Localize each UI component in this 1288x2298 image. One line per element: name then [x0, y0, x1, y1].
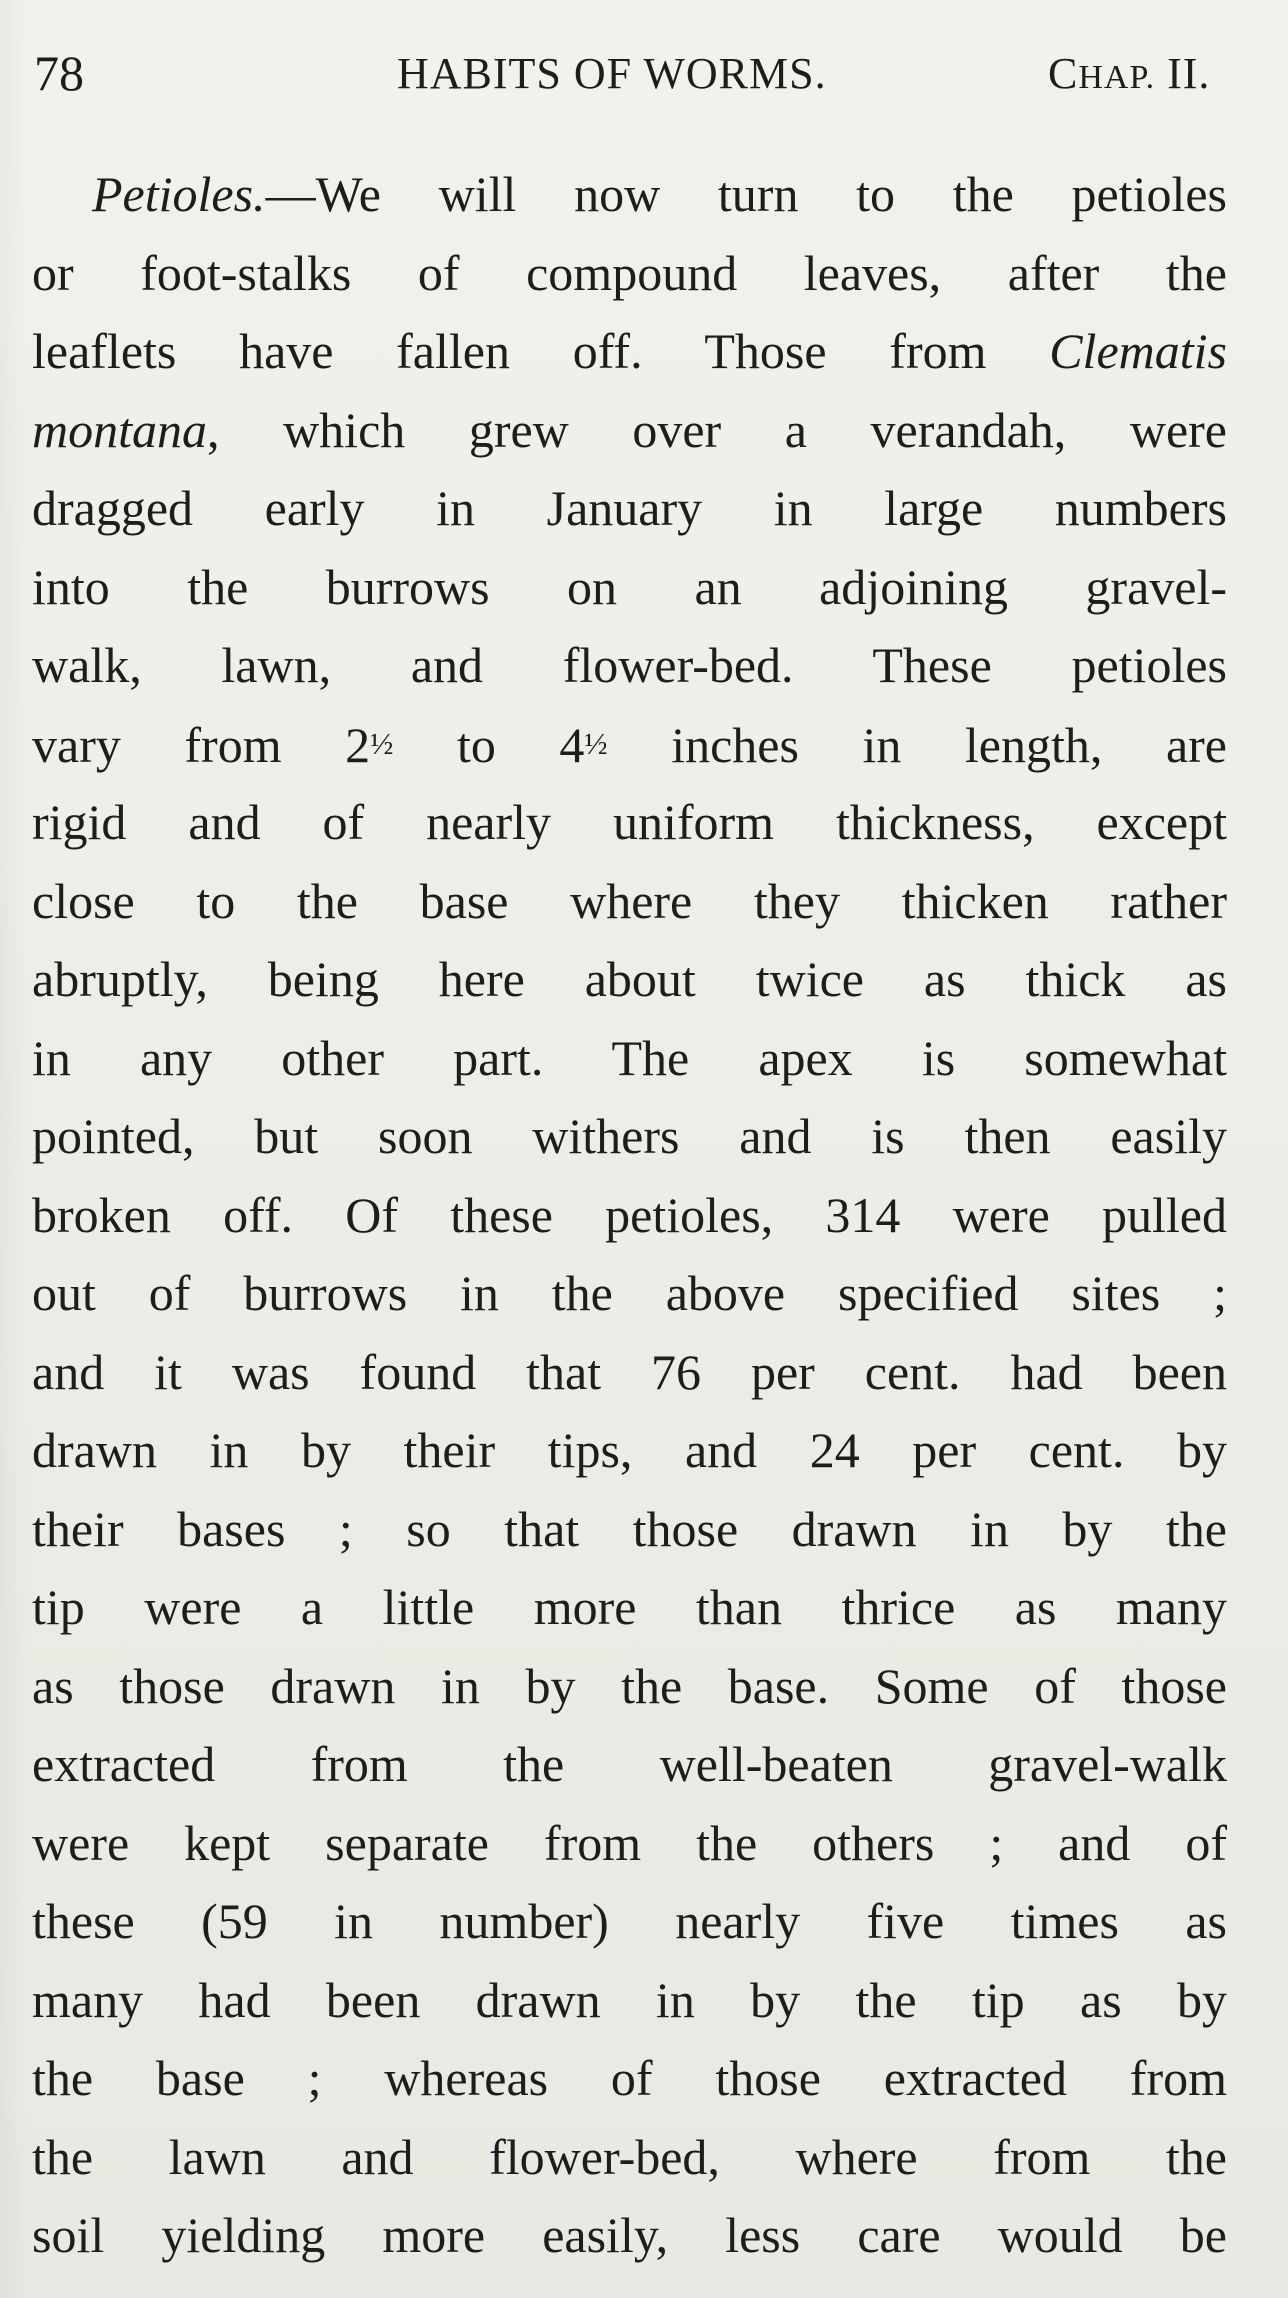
text-line-1-rest: —We will now turn to the petioles — [265, 166, 1227, 222]
text-line-19: tip were a little more than thrice as many — [32, 1579, 1227, 1635]
text-line-2: or foot-stalks of compound leaves, after the — [32, 244, 1227, 301]
text-line-20: as those drawn in by the base. Some of those — [32, 1657, 1227, 1714]
text-line-6: into the burrows on an adjoining gravel- — [32, 558, 1227, 615]
text-line-27: soil yielding more easily, less care would be — [32, 2207, 1227, 2263]
page-number: 78 — [34, 45, 84, 101]
running-title: HABITS OF WORMS. — [397, 49, 827, 98]
text-line-24: many had been drawn in by the tip as by — [32, 1971, 1227, 2028]
text-line-26: the lawn and flower-bed, where from the — [32, 2128, 1227, 2185]
text-line-1 — [32, 155, 1227, 234]
text-line-5: dragged early in January in large numbers — [32, 480, 1227, 536]
section-label: Petioles. — [92, 166, 266, 222]
text-line-21: extracted from the well-beaten gravel-walk — [32, 1736, 1227, 1792]
text-line-8-b: to 4 — [393, 716, 585, 773]
text-line-23: these (59 in number) nearly five times as — [32, 1893, 1227, 1949]
chapter-prefix: C — [1048, 49, 1079, 98]
text-line-4 — [32, 391, 1227, 470]
text-line-4-rest: , which grew over a verandah, were — [207, 401, 1227, 458]
genus-name: Clematis — [1049, 323, 1227, 379]
text-line-15: out of burrows in the above specified sites ; — [32, 1265, 1227, 1321]
text-line-3-a: leaflets have fallen off. Those from — [32, 323, 1050, 379]
text-line-25: the base ; whereas of those extracted from — [32, 2050, 1227, 2106]
text-line-8-a: vary from 2 — [32, 716, 371, 773]
fraction-half-2: ½ — [584, 725, 608, 761]
text-line-14: broken off. Of these petioles, 314 were pulled — [32, 1186, 1227, 1243]
text-line-9: rigid and of nearly uniform thickness, except — [32, 794, 1227, 850]
chapter-number: II. — [1155, 49, 1211, 98]
text-line-13: pointed, but soon withers and is then easily — [32, 1108, 1227, 1164]
text-line-16: and it was found that 76 per cent. had been — [32, 1343, 1227, 1400]
text-line-7: walk, lawn, and flower-bed. These petioles — [32, 637, 1227, 693]
text-line-8 — [32, 705, 1227, 784]
running-head — [0, 32, 1288, 112]
chapter-small-caps: HAP. — [1078, 59, 1156, 96]
text-line-22: were kept separate from the others ; and of — [32, 1814, 1227, 1871]
text-line-3 — [32, 312, 1227, 391]
text-line-11: abruptly, being here about twice as thick as — [32, 951, 1227, 1007]
text-line-18: their bases ; so that those drawn in by the — [32, 1500, 1227, 1557]
text-line-10: close to the base where they thicken rather — [32, 872, 1227, 929]
species-name: montana — [32, 401, 207, 458]
body-text — [32, 155, 1227, 2275]
text-line-17: drawn in by their tips, and 24 per cent. by — [32, 1422, 1227, 1478]
chapter-label — [1048, 48, 1210, 99]
text-line-8-c: inches in length, are — [607, 716, 1227, 773]
text-line-12: in any other part. The apex is somewhat — [32, 1029, 1227, 1086]
fraction-half-1: ½ — [370, 725, 394, 761]
